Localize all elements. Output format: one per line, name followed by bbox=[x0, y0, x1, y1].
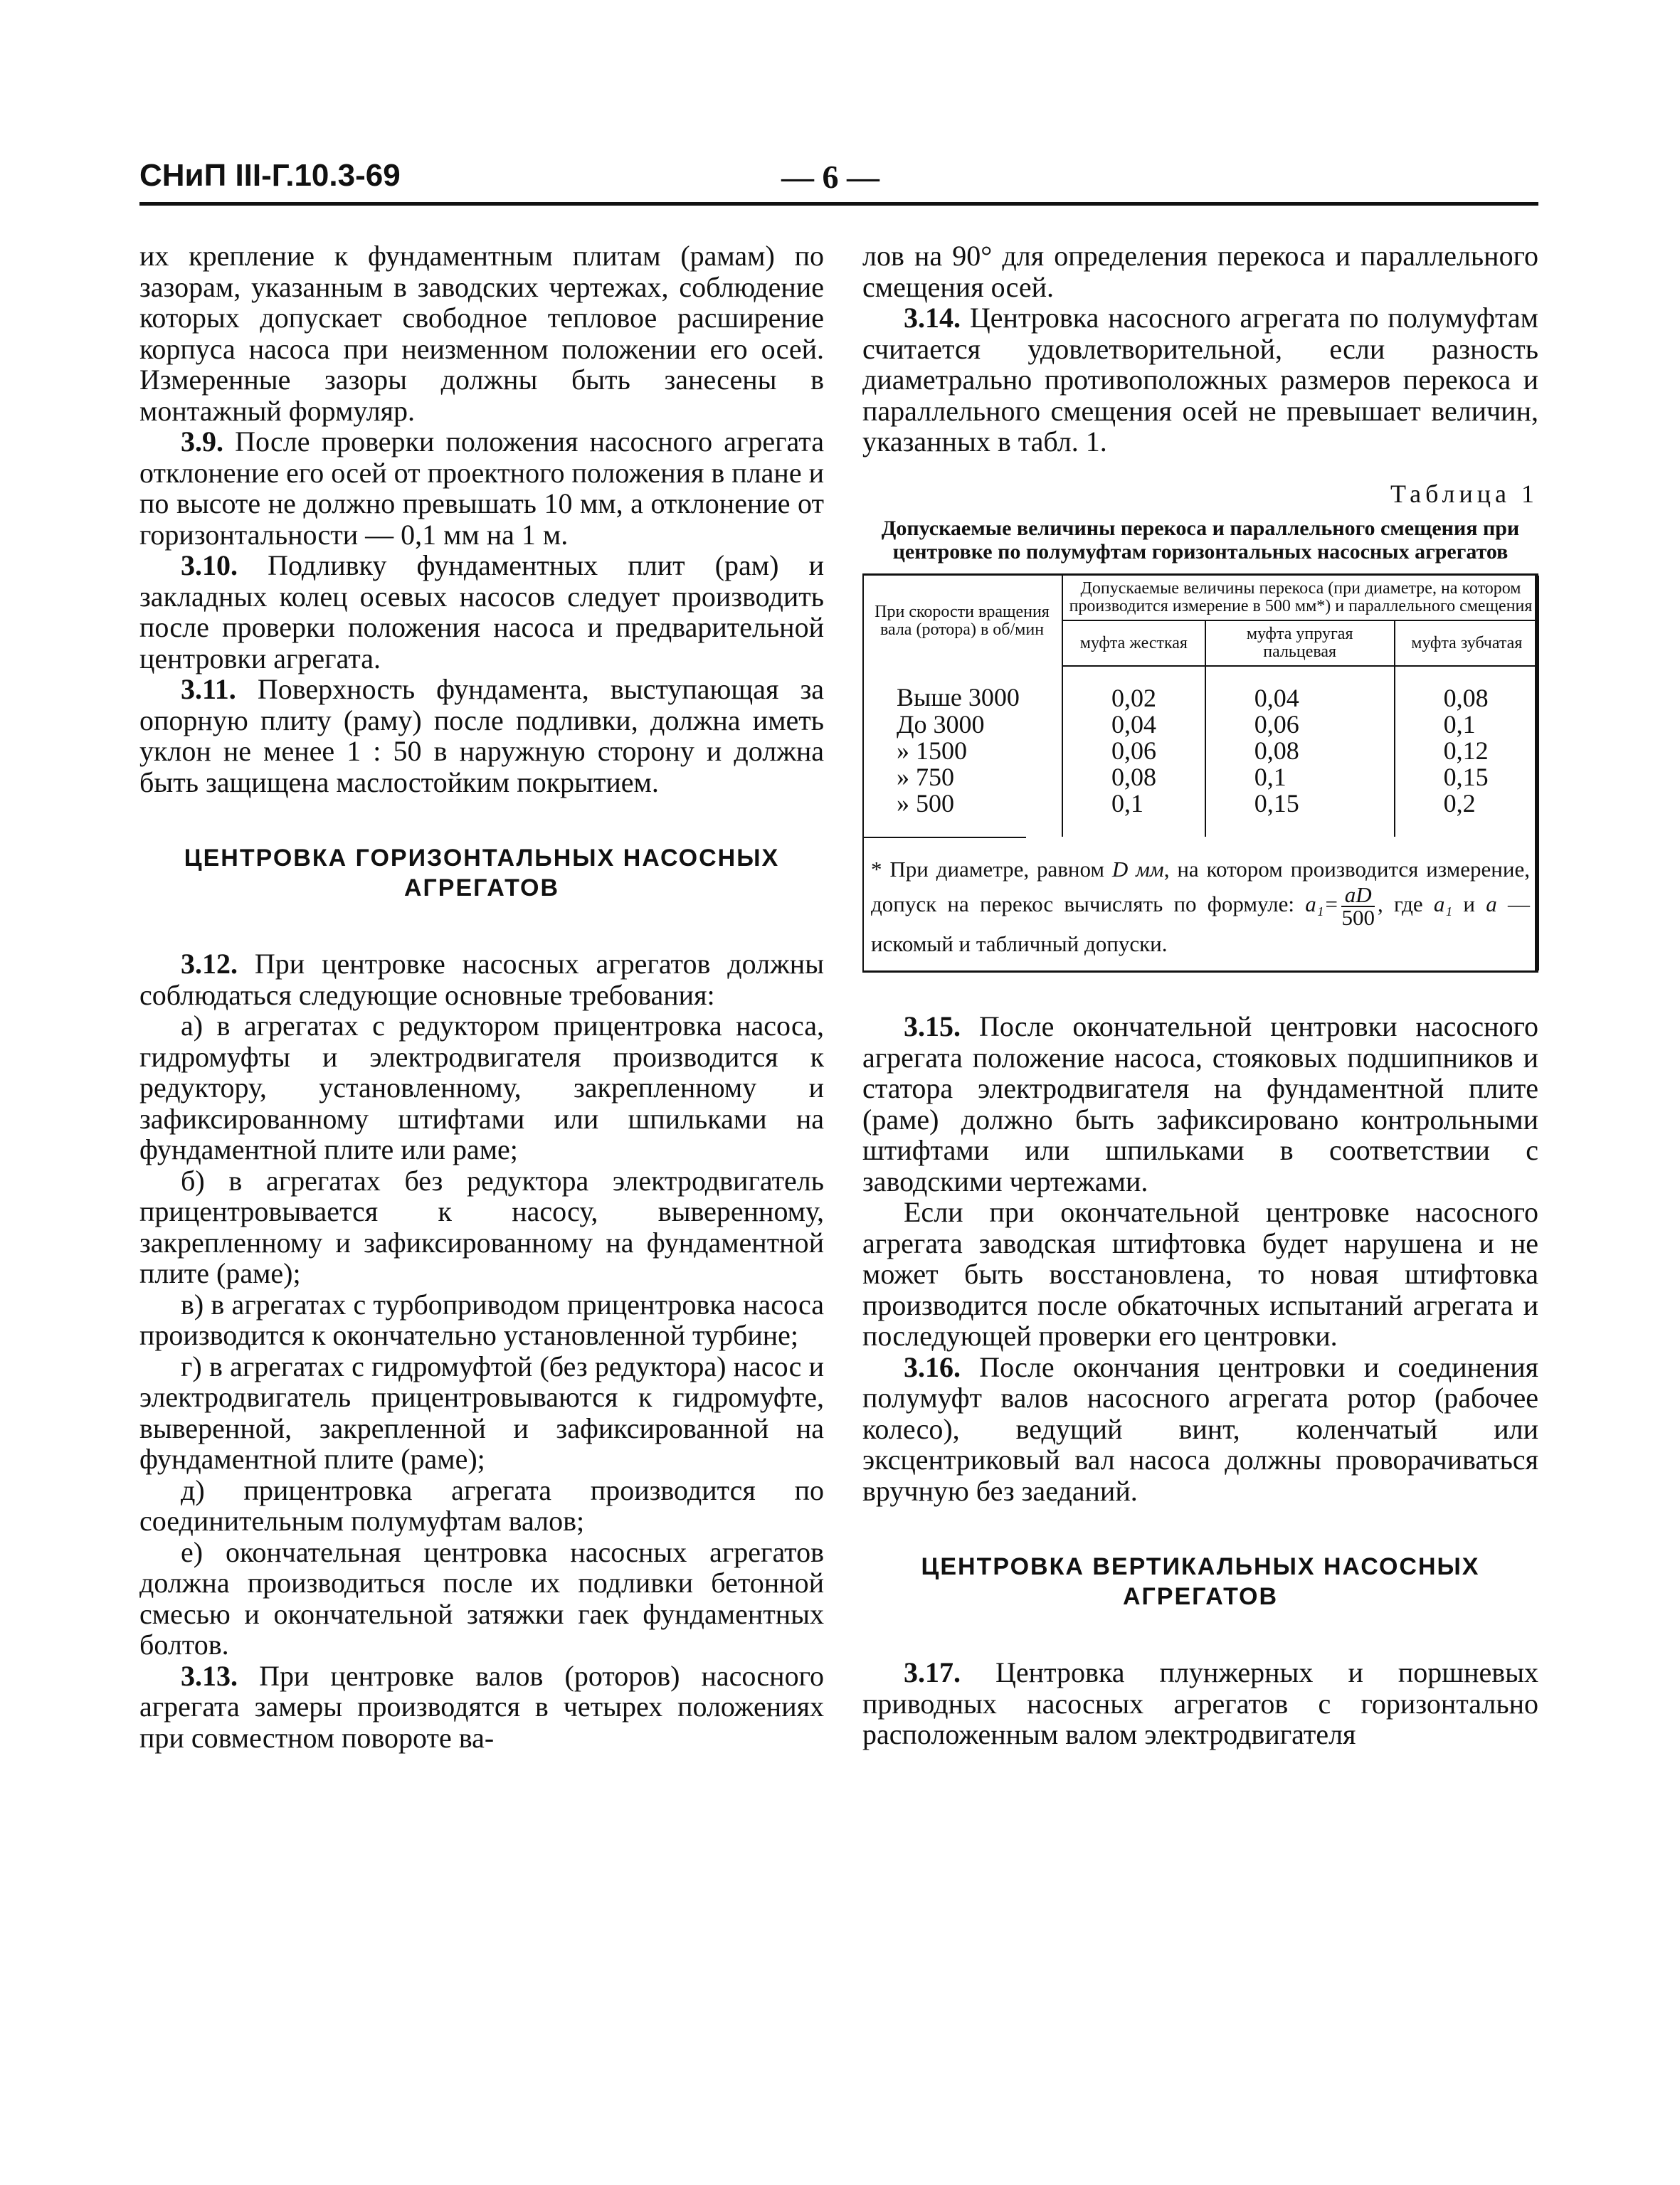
clause-number: 3.10. bbox=[181, 549, 238, 581]
footnote-diameter: D мм bbox=[1111, 857, 1164, 882]
cell-value: 0,1 bbox=[1062, 790, 1205, 837]
clause-text: Центровка плунжерных и поршневых приводных насосных агрегатов с горизонтально расположенным валом электродвигателя bbox=[862, 1656, 1538, 1750]
cell-value: 0,1 bbox=[1205, 764, 1395, 790]
row-header-speed: При скорости вращения вала (ротора) в об/мин bbox=[875, 602, 1050, 639]
clause-number: 3.14. bbox=[904, 302, 961, 334]
footnote-text: — искомый и табличный допуски. bbox=[871, 892, 1531, 956]
cell-speed: Выше 3000 bbox=[897, 683, 1020, 711]
table-left-border bbox=[862, 576, 864, 970]
clause-number: 3.9. bbox=[181, 425, 223, 457]
group-header-tolerance: Допускаемые величины перекоса (при диаметре, на котором производится измерение в 500 мм*) и параллельного смещения bbox=[1062, 576, 1538, 620]
table-right-border bbox=[1535, 576, 1539, 970]
document-code: СНиП III-Г.10.3-69 bbox=[139, 158, 401, 193]
paragraph-3-11 bbox=[139, 674, 824, 798]
clause-number: 3.13. bbox=[181, 1659, 238, 1692]
clause-number: 3.12. bbox=[181, 948, 238, 980]
list-item-f: е) окончательная центровка насосных агрегатов должна производиться после их подливки бетонной смесью и окончательной затяжки гаек фундаментных болтов. bbox=[139, 1535, 824, 1661]
footnote-symbol: a₁ bbox=[1433, 892, 1453, 917]
formula-numerator: aD bbox=[1341, 884, 1375, 907]
paragraph-3-14 bbox=[862, 302, 1538, 457]
cell-speed: До 3000 bbox=[897, 710, 985, 739]
table-row bbox=[862, 738, 1538, 764]
right-column bbox=[862, 240, 1538, 1750]
section-heading-vertical: ЦЕНТРОВКА ВЕРТИКАЛЬНЫХ НАСОСНЫХ АГРЕГАТОВ bbox=[921, 1553, 1480, 1610]
cell-value: 0,2 bbox=[1395, 790, 1538, 837]
clause-text: Подливку фундаментных плит (рам) и закладных колец осевых насосов следует производить после проверки положения насоса и предварительной центровки агрегата. bbox=[139, 549, 824, 674]
table-row bbox=[862, 666, 1538, 711]
list-item-e: д) прицентровка агрегата производится по соединительным полумуфтам валов; bbox=[139, 1474, 824, 1537]
table-footnote bbox=[862, 838, 1538, 970]
cell-value: 0,12 bbox=[1395, 738, 1538, 764]
footnote-symbol: a bbox=[1486, 892, 1497, 917]
paragraph-intro: их крепление к фундаментным плитам (рамам) по зазорам, указанным в заводских чертежах, соблюдение которых допускает свободное тепловое расширение корпуса насоса при неизменном положении его осей. Измеренные зазоры должны быть занесены в монтажный формуляр. bbox=[139, 240, 824, 427]
cell-speed: » 500 bbox=[897, 789, 954, 818]
cell-value: 0,15 bbox=[1205, 790, 1395, 837]
cell-value: 0,15 bbox=[1395, 764, 1538, 790]
table-row bbox=[862, 790, 1538, 837]
formula-lhs: a₁= bbox=[1305, 892, 1339, 917]
paragraph-3-12 bbox=[139, 948, 824, 1010]
footnote-text: , на котором производится измерение, допуск на перекос вычислять по формуле: bbox=[871, 857, 1530, 917]
footnote-text: и bbox=[1452, 892, 1486, 917]
tolerance-table-block bbox=[862, 573, 1538, 973]
tolerance-table bbox=[862, 576, 1538, 837]
cell-value: 0,06 bbox=[1205, 711, 1395, 738]
column-header-elastic: муфта упругая пальцевая bbox=[1205, 620, 1395, 666]
footnote-text: , где bbox=[1377, 892, 1434, 917]
page-number: — 6 — bbox=[781, 159, 879, 195]
clause-number: 3.15. bbox=[904, 1010, 961, 1042]
clause-number: 3.17. bbox=[904, 1656, 961, 1688]
list-item-b: б) в агрегатах без редуктора электродвигатель прицентровывается к насосу, выверенному, закрепленному и зафиксированному на фундаментной плите (раме); bbox=[139, 1164, 824, 1289]
section-heading-horizontal: ЦЕНТРОВКА ГОРИЗОНТАЛЬНЫХ НАСОСНЫХ АГРЕГАТОВ bbox=[184, 845, 780, 901]
left-column bbox=[139, 240, 824, 1753]
clause-text: При центровке насосных агрегатов должны соблюдаться следующие основные требования: bbox=[139, 948, 824, 1011]
cell-value: 0,08 bbox=[1205, 738, 1395, 764]
table-row bbox=[862, 711, 1538, 738]
column-header-rigid: муфта жесткая bbox=[1062, 620, 1205, 666]
cell-speed: » 1500 bbox=[897, 736, 967, 765]
list-item-a: а) в агрегатах с редуктором прицентровка насоса, гидромуфты и электродвигателя производится к редуктору, установленному, закрепленному и зафиксированному штифтами или шпильками на фундаментной плите или раме; bbox=[139, 1010, 824, 1165]
clause-text: Центровка насосного агрегата по полумуфтам считается удовлетворительной, если разность диаметрально противоположных размеров перекоса и параллельного смещения осей не превышает величин, указанных в табл. 1. bbox=[862, 302, 1538, 457]
paragraph-3-15 bbox=[862, 1011, 1538, 1197]
cell-speed: » 750 bbox=[897, 763, 954, 791]
cell-value: 0,04 bbox=[1062, 711, 1205, 738]
paragraph-3-17 bbox=[862, 1657, 1538, 1750]
table-label: Таблица 1 bbox=[1390, 479, 1538, 508]
paragraph-continued: лов на 90° для определения перекоса и параллельного смещения осей. bbox=[862, 240, 1538, 303]
paragraph-3-15-cont: Если при окончательной центровке насосного агрегата заводская штифтовка будет нарушена и не может быть восстановлена, то новая штифтовка производится после обкаточных испытаний агрегата и последующей проверки его центровки. bbox=[862, 1196, 1538, 1352]
cell-value: 0,04 bbox=[1205, 666, 1395, 711]
formula-denominator: 500 bbox=[1341, 905, 1375, 930]
clause-number: 3.11. bbox=[181, 673, 236, 705]
formula-fraction bbox=[1341, 884, 1375, 929]
column-header-gear: муфта зубчатая bbox=[1395, 620, 1538, 666]
paragraph-3-9 bbox=[139, 426, 824, 550]
table-title: Допускаемые величины перекоса и параллельного смещения при центровке по полумуфтам горизонтальных насосных агрегатов bbox=[881, 517, 1520, 564]
cell-value: 0,08 bbox=[1395, 666, 1538, 711]
paragraph-3-10 bbox=[139, 550, 824, 674]
clause-number: 3.16. bbox=[904, 1350, 961, 1383]
cell-value: 0,02 bbox=[1062, 666, 1205, 711]
page-header bbox=[139, 158, 1538, 198]
cell-value: 0,06 bbox=[1062, 738, 1205, 764]
paragraph-3-16 bbox=[862, 1352, 1538, 1507]
cell-value: 0,08 bbox=[1062, 764, 1205, 790]
clause-text: При центровке валов (роторов) насосного агрегата замеры производятся в четырех положениях при совместном повороте ва- bbox=[139, 1659, 824, 1754]
list-item-d: г) в агрегатах с гидромуфтой (без редуктора) насос и электродвигатель прицентровываются к гидромуфте, выверенной, закрепленной и зафиксированной на фундаментной плите (раме); bbox=[139, 1350, 824, 1475]
clause-text: После окончания центровки и соединения полумуфт валов насосного агрегата ротор (рабочее колесо), ведущий винт, коленчатый или эксцентриковый вал насоса должны проворачиваться вручную без заеданий. bbox=[862, 1350, 1538, 1507]
clause-text: После окончательной центровки насосного агрегата положение насоса, стояковых подшипников и статора электродвигателя на фундаментной плите (раме) должно быть зафиксировано контрольными штифтами или шпильками в соответствии с заводскими чертежами. bbox=[862, 1010, 1538, 1197]
list-item-c: в) в агрегатах с турбоприводом прицентровка насоса производится к окончательно установленной турбине; bbox=[139, 1288, 824, 1351]
clause-text: После проверки положения насосного агрегата отклонение его осей от проектного положения в плане и по высоте не должно превышать 10 мм, а отклонение от горизонтальности — 0,1 мм на 1 м. bbox=[139, 425, 824, 551]
table-row bbox=[862, 764, 1538, 790]
paragraph-3-13 bbox=[139, 1661, 824, 1754]
clause-text: Поверхность фундамента, выступающая за опорную плиту (раму) после подливки, должна иметь уклон не менее 1 : 50 в наружную сторону и должна быть защищена маслостойким покрытием. bbox=[139, 673, 824, 798]
cell-value: 0,1 bbox=[1395, 711, 1538, 738]
footnote-text: * При диаметре, равном bbox=[871, 857, 1112, 882]
header-rule bbox=[139, 202, 1538, 206]
